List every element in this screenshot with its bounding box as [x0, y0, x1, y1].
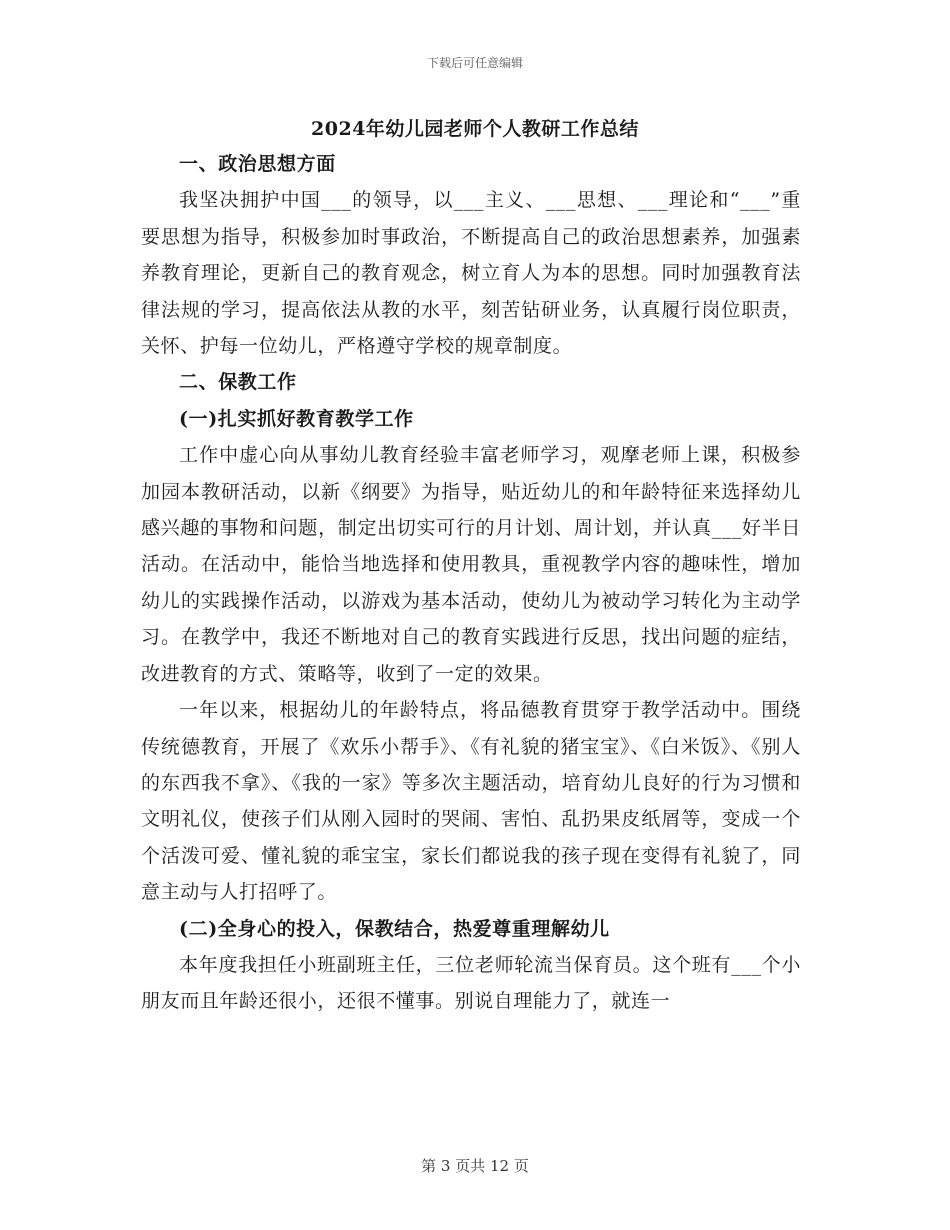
section-heading-care-education: 二、保教工作	[179, 371, 297, 394]
document-body	[141, 146, 801, 1020]
subheading-teaching-work: (一)扎实抓好教育教学工作	[179, 407, 414, 430]
subheading-full-commitment: (二)全身心的投入，保教结合，热爱尊重理解幼儿	[179, 917, 610, 940]
section-heading-politics: 一、政治思想方面	[179, 153, 336, 175]
paragraph-class-duties: 本年度我担任小班副班主任，三位老师轮流当保育员。这个班有___个小朋友而且年龄还很小，还很不懂事。别说自理能力了，就连一	[141, 953, 801, 1013]
paragraph-moral-education: 一年以来，根据幼儿的年龄特点，将品德教育贯穿于教学活动中。围绕传统德教育，开展了《欢乐小帮手》、《有礼貌的猪宝宝》、《白米饭》、《别人的东西我不拿》、《我的一家》等多次主题活动，培育幼儿良好的行为习惯和文明礼仪，使孩子们从刚入园时的哭闹、害怕、乱扔果皮纸屑等，变成一个个活泼可爱、懂礼貌的乖宝宝，家长们都说我的孩子现在变得有礼貌了，同意主动与人打招呼了。	[141, 699, 801, 904]
paragraph-teaching-work: 工作中虚心向从事幼儿教育经验丰富老师学习，观摩老师上课，积极参加园本教研活动，以新《纲要》为指导，贴近幼儿的和年龄特征来选择幼儿感兴趣的事物和问题，制定出切实可行的月计划、周计划，并认真___好半日活动。在活动中，能恰当地选择和使用教具，重视教学内容的趣味性，增加幼儿的实践操作活动，以游戏为基本活动，使幼儿为被动学习转化为主动学习。在教学中，我还不断地对自己的教育实践进行反思，找出问题的症结，改进教育的方式、策略等，收到了一定的效果。	[141, 444, 801, 685]
document-title: 2024年幼儿园老师个人教研工作总结	[311, 118, 639, 140]
paragraph-politics: 我坚决拥护中国___的领导，以___主义、___思想、___理论和“___”重要思想为指导，积极参加时事政治，不断提高自己的政治思想素养，加强素养教育理论，更新自己的教育观念，树立育人为本的思想。同时加强教育法律法规的学习，提高依法从教的水平，刻苦钻研业务，认真履行岗位职责，关怀、护每一位幼儿，严格遵守学校的规章制度。	[141, 189, 801, 358]
page-header-note: 下载后可任意编辑	[426, 56, 523, 70]
page-number: 第 3 页共 12 页	[421, 1157, 529, 1175]
